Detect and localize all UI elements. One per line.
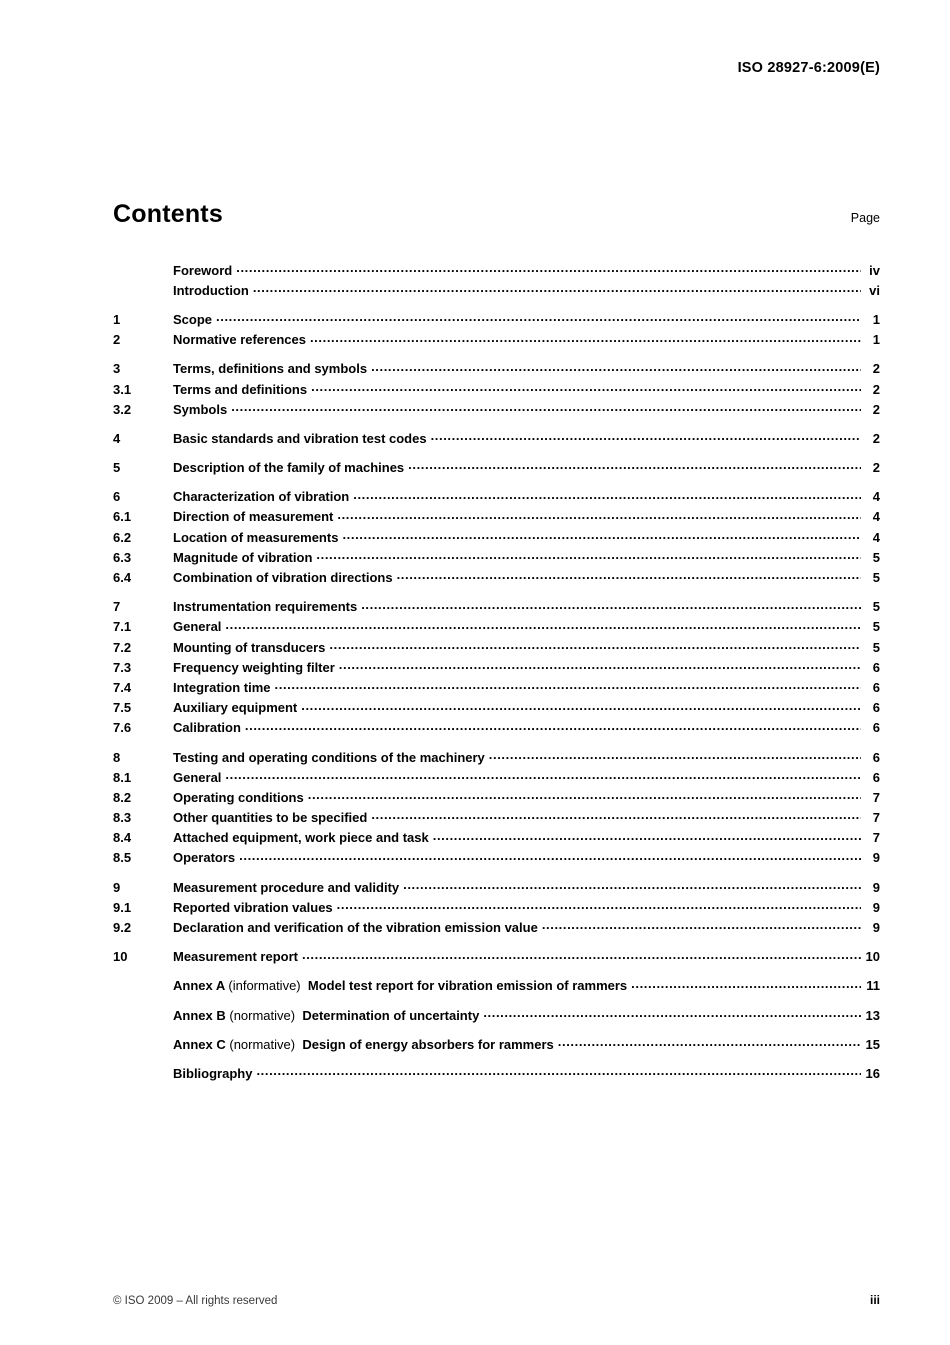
- toc-entry-label: Description of the family of machines: [173, 460, 405, 476]
- toc-leader-dots: [316, 549, 861, 562]
- toc-entry[interactable]: [113, 486, 880, 506]
- toc-entry-page: 13: [865, 1007, 880, 1023]
- toc-leader-dots: [239, 849, 861, 862]
- toc-entry-page: 6: [872, 700, 880, 716]
- toc-entry-label: Annex C (normative) Design of energy absorbers for rammers: [173, 1036, 554, 1052]
- toc-entry-number: 1: [113, 311, 121, 327]
- toc-entry-number: 7.5: [113, 700, 132, 716]
- toc-leader-dots: [308, 789, 861, 802]
- toc-leader-dots: [558, 1036, 861, 1049]
- toc-entry-label: Characterization of vibration: [173, 489, 350, 505]
- toc-entry-page: 5: [872, 639, 880, 655]
- toc-entry-label: Operators: [173, 850, 236, 866]
- toc-entry-number: 3.1: [113, 381, 132, 397]
- toc-entry[interactable]: [113, 786, 880, 806]
- toc-leader-dots: [361, 598, 861, 611]
- toc-entry[interactable]: [113, 916, 880, 936]
- toc-entry[interactable]: [113, 566, 880, 586]
- toc-bibliography-entry[interactable]: [113, 1062, 880, 1082]
- toc-annex-entry[interactable]: [113, 1033, 880, 1053]
- toc-entry[interactable]: [113, 308, 880, 328]
- toc-entry-page: iv: [869, 262, 880, 278]
- toc-entry-page: 2: [872, 430, 880, 446]
- toc-entry-page: 6: [872, 749, 880, 765]
- toc-entry-label: Calibration: [173, 720, 241, 736]
- toc-entry[interactable]: [113, 329, 880, 349]
- toc-entry-number: 6.3: [113, 549, 132, 565]
- toc-entry-page: 4: [872, 529, 880, 545]
- toc-annex-entry[interactable]: [113, 975, 880, 995]
- toc-entry-number: 8.2: [113, 789, 132, 805]
- toc-entry-label: General: [173, 619, 222, 635]
- toc-entry[interactable]: [113, 847, 880, 867]
- table-of-contents: [113, 259, 880, 1083]
- toc-entry-label: Auxiliary equipment: [173, 700, 298, 716]
- copyright-notice: © ISO 2009 – All rights reserved: [113, 1295, 278, 1307]
- toc-entry[interactable]: [113, 506, 880, 526]
- toc-entry-label: Mounting of transducers: [173, 639, 326, 655]
- toc-leader-dots: [216, 311, 861, 324]
- contents-section: [113, 200, 880, 1083]
- toc-leader-dots: [371, 360, 861, 373]
- toc-entry-label: Reported vibration values: [173, 899, 333, 915]
- toc-entry-page: 1: [872, 332, 880, 348]
- toc-entry-number: 7: [113, 599, 121, 615]
- toc-entry-page: 1: [872, 311, 880, 327]
- toc-leader-dots: [483, 1007, 861, 1020]
- toc-entry-number: 7.3: [113, 659, 132, 675]
- toc-entry[interactable]: [113, 279, 880, 299]
- toc-leader-dots: [353, 488, 861, 501]
- toc-leader-dots: [337, 899, 861, 912]
- toc-entry[interactable]: [113, 358, 880, 378]
- toc-entry-label: Scope: [173, 311, 213, 327]
- toc-entry-page: 6: [872, 769, 880, 785]
- toc-entry-page: 5: [872, 570, 880, 586]
- toc-leader-dots: [342, 529, 861, 542]
- toc-entry-number: 3.2: [113, 401, 132, 417]
- toc-leader-dots: [403, 879, 861, 892]
- toc-leader-dots: [397, 569, 861, 582]
- toc-entry-page: 5: [872, 619, 880, 635]
- toc-entry-number: 10: [113, 949, 128, 965]
- toc-leader-dots: [337, 508, 861, 521]
- toc-entry-page: 6: [872, 720, 880, 736]
- toc-entry-page: 6: [872, 659, 880, 675]
- toc-entry[interactable]: [113, 676, 880, 696]
- toc-entry-number: 4: [113, 430, 121, 446]
- toc-entry-label: Bibliography: [173, 1065, 253, 1081]
- toc-entry-label: Combination of vibration directions: [173, 570, 393, 586]
- toc-entry-page: 15: [865, 1036, 880, 1052]
- toc-entry[interactable]: [113, 378, 880, 398]
- toc-entry-number: 6: [113, 489, 121, 505]
- toc-entry-label: Foreword: [173, 262, 233, 278]
- toc-entry-page: 10: [865, 949, 880, 965]
- toc-entry-page: 9: [872, 899, 880, 915]
- toc-leader-dots: [253, 282, 861, 295]
- toc-entry[interactable]: [113, 746, 880, 766]
- toc-leader-dots: [408, 459, 861, 472]
- toc-entry[interactable]: [113, 546, 880, 566]
- toc-entry[interactable]: [113, 398, 880, 418]
- toc-entry-label: Instrumentation requirements: [173, 599, 358, 615]
- toc-entry-number: 9: [113, 879, 121, 895]
- toc-entry[interactable]: [113, 876, 880, 896]
- toc-leader-dots: [301, 699, 861, 712]
- toc-leader-dots: [311, 381, 861, 394]
- toc-entry-page: 9: [872, 920, 880, 936]
- toc-entry[interactable]: [113, 766, 880, 786]
- toc-entry-number: 8.4: [113, 830, 132, 846]
- toc-entry-label: Integration time: [173, 679, 271, 695]
- toc-entry-page: 2: [872, 401, 880, 417]
- toc-entry-label: General: [173, 769, 222, 785]
- toc-entry-page: 9: [872, 879, 880, 895]
- toc-entry[interactable]: [113, 457, 880, 477]
- toc-entry-page: 11: [866, 978, 880, 994]
- toc-entry-label: Measurement report: [173, 949, 298, 965]
- toc-entry-number: 3: [113, 361, 121, 377]
- toc-leader-dots: [275, 679, 861, 692]
- toc-entry-label: Normative references: [173, 332, 306, 348]
- contents-heading-row: [113, 200, 880, 229]
- toc-entry-label: Location of measurements: [173, 529, 339, 545]
- toc-entry-number: 6.2: [113, 529, 132, 545]
- toc-entry-number: 7.2: [113, 639, 132, 655]
- toc-entry-page: 4: [872, 489, 880, 505]
- toc-entry-label: Terms, definitions and symbols: [173, 361, 368, 377]
- toc-entry-page: 2: [872, 460, 880, 476]
- toc-entry-label: Annex A (informative) Model test report for vibration emission of rammers: [173, 978, 628, 994]
- document-header-reference: ISO 28927-6:2009(E): [737, 60, 880, 76]
- toc-entry-number: 8.3: [113, 810, 132, 826]
- toc-entry[interactable]: [113, 807, 880, 827]
- toc-entry[interactable]: [113, 616, 880, 636]
- toc-entry-number: 7.6: [113, 720, 132, 736]
- toc-entry-number: 9.1: [113, 899, 132, 915]
- toc-entry-label: Introduction: [173, 282, 249, 298]
- toc-leader-dots: [225, 618, 861, 631]
- toc-entry-page: 7: [872, 789, 880, 805]
- toc-leader-dots: [431, 430, 861, 443]
- toc-leader-dots: [310, 331, 861, 344]
- toc-leader-dots: [631, 977, 861, 990]
- page-column-label: Page: [850, 211, 880, 225]
- toc-entry[interactable]: [113, 636, 880, 656]
- toc-entry[interactable]: [113, 259, 880, 279]
- toc-annex-entry[interactable]: [113, 1004, 880, 1024]
- toc-leader-dots: [542, 919, 861, 932]
- toc-entry-number: 5: [113, 460, 121, 476]
- page-title: Contents: [113, 200, 223, 228]
- toc-entry-number: 9.2: [113, 920, 132, 936]
- toc-entry-label: Magnitude of vibration: [173, 549, 313, 565]
- toc-leader-dots: [339, 659, 861, 672]
- toc-entry-label: Direction of measurement: [173, 509, 334, 525]
- toc-entry[interactable]: [113, 697, 880, 717]
- toc-entry[interactable]: [113, 946, 880, 966]
- toc-leader-dots: [371, 809, 861, 822]
- toc-leader-dots: [245, 719, 861, 732]
- toc-entry-label: Other quantities to be specified: [173, 810, 368, 826]
- toc-entry-page: 6: [872, 679, 880, 695]
- toc-entry-label: Frequency weighting filter: [173, 659, 335, 675]
- toc-entry-number: 2: [113, 332, 121, 348]
- toc-entry-page: 16: [865, 1065, 880, 1081]
- toc-leader-dots: [231, 401, 861, 414]
- toc-entry-label: Measurement procedure and validity: [173, 879, 400, 895]
- page-footer: [113, 1293, 880, 1307]
- toc-entry[interactable]: [113, 596, 880, 616]
- toc-entry-number: 8: [113, 749, 121, 765]
- toc-entry-page: 7: [872, 810, 880, 826]
- toc-entry-number: 6.4: [113, 570, 132, 586]
- toc-entry-page: 4: [872, 509, 880, 525]
- toc-entry-label: Declaration and verification of the vibration emission value: [173, 920, 538, 936]
- toc-leader-dots: [433, 829, 861, 842]
- toc-entry-label: Annex B (normative) Determination of uncertainty: [173, 1007, 480, 1023]
- toc-entry-number: 8.5: [113, 850, 132, 866]
- toc-entry[interactable]: [113, 656, 880, 676]
- toc-entry-page: 5: [872, 549, 880, 565]
- toc-entry[interactable]: [113, 427, 880, 447]
- toc-leader-dots: [236, 262, 861, 275]
- toc-entry-page: 2: [872, 361, 880, 377]
- toc-entry-label: Basic standards and vibration test codes: [173, 430, 427, 446]
- toc-entry-label: Terms and definitions: [173, 381, 308, 397]
- toc-entry-number: 7.4: [113, 679, 132, 695]
- toc-entry-number: 6.1: [113, 509, 132, 525]
- toc-entry-label: Attached equipment, work piece and task: [173, 830, 429, 846]
- toc-entry-number: 8.1: [113, 769, 132, 785]
- toc-entry[interactable]: [113, 827, 880, 847]
- toc-entry-page: 7: [872, 830, 880, 846]
- toc-leader-dots: [302, 948, 861, 961]
- toc-leader-dots: [225, 769, 861, 782]
- footer-page-number: iii: [869, 1293, 880, 1307]
- toc-entry[interactable]: [113, 526, 880, 546]
- toc-entry-page: vi: [869, 282, 880, 298]
- toc-entry-page: 9: [872, 850, 880, 866]
- toc-entry-number: 7.1: [113, 619, 132, 635]
- toc-entry[interactable]: [113, 717, 880, 737]
- toc-entry-label: Testing and operating conditions of the machinery: [173, 749, 485, 765]
- toc-entry-label: Symbols: [173, 401, 228, 417]
- toc-leader-dots: [256, 1065, 861, 1078]
- toc-entry-page: 2: [872, 381, 880, 397]
- toc-leader-dots: [489, 749, 861, 762]
- toc-entry-label: Operating conditions: [173, 789, 304, 805]
- toc-leader-dots: [329, 639, 861, 652]
- toc-entry[interactable]: [113, 896, 880, 916]
- toc-entry-page: 5: [872, 599, 880, 615]
